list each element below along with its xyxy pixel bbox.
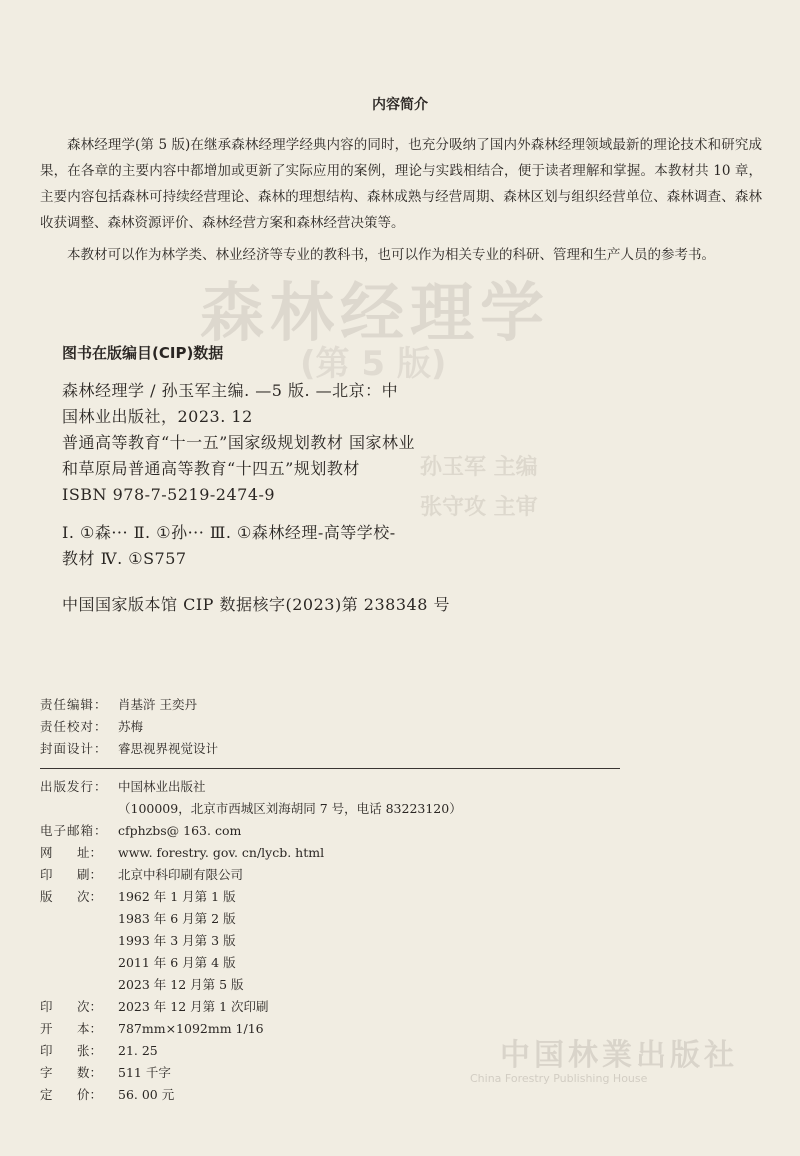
credit-row (40, 716, 218, 738)
pub-row-words (40, 1062, 462, 1084)
pub-row-price (40, 1084, 462, 1106)
pub-label: 印 刷： (40, 867, 102, 882)
show-through-author: 孙玉军 主编 (420, 455, 538, 480)
pub-row-edition (40, 886, 462, 908)
intro-paragraph: 森林经理学(第 5 版)在继承森林经理学经典内容的同时，也充分吸纳了国内外森林经理领域最新的理论技术和研究成果，在各章的主要内容中都增加或更新了实际应用的案例，理论与实践相结合，便于读者理解和掌握。本教材共 10 章，主要内容包括森林可持续经营理论、森林的理想结构、森林成熟与经营周期、森林区划与组织经营单位、森林调查、森林收获调整、森林资源评价、森林经营方案和森林经营决策等。 (40, 137, 762, 231)
cip-line: 国林业出版社，2023. 12 (62, 407, 253, 426)
show-through-publisher-english: China Forestry Publishing House (470, 1072, 648, 1085)
sheets-value: 21. 25 (118, 1043, 158, 1058)
publisher-website: www. forestry. gov. cn/lycb. html (118, 845, 325, 860)
pub-row-email (40, 820, 462, 842)
divider (40, 768, 620, 769)
pub-label: 字 数： (40, 1065, 102, 1080)
cip-class-line: Ⅰ. ①森··· Ⅱ. ①孙··· Ⅲ. ①森林经理-高等学校- (62, 523, 396, 542)
format-value: 787mm×1092mm 1/16 (118, 1021, 264, 1036)
edition-item: 1962 年 1 月第 1 版 (118, 889, 236, 904)
edition-item: 2023 年 12 月第 5 版 (118, 977, 244, 992)
impression-value: 2023 年 12 月第 1 次印刷 (118, 999, 269, 1014)
pub-row-edition (40, 930, 462, 952)
credit-value: 肖基浒 王奕丹 (118, 697, 197, 712)
pub-row-format (40, 1018, 462, 1040)
pub-row-impression (40, 996, 462, 1018)
show-through-title: 森林经理学 (200, 277, 550, 351)
pub-label: 开 本： (40, 1021, 102, 1036)
pub-label: 印 张： (40, 1043, 102, 1058)
show-through-edition: (第 5 版) (300, 344, 447, 384)
credit-value: 苏梅 (118, 719, 144, 734)
pub-row-edition (40, 908, 462, 930)
publisher-address: （100009，北京市西城区刘海胡同 7 号，电话 83223120） (118, 801, 462, 816)
pub-row-edition (40, 952, 462, 974)
isbn: ISBN 978-7-5219-2474-9 (62, 485, 276, 504)
cip-line: 普通高等教育“十一五”国家级规划教材 国家林业 (62, 433, 415, 452)
credit-label: 封面设计： (40, 741, 108, 756)
cip-line: 森林经理学 / 孙玉军主编. —5 版. —北京：中 (62, 381, 399, 400)
cip-heading: 图书在版编目(CIP)数据 (62, 344, 224, 362)
pub-row-address (40, 798, 462, 820)
intro-text (40, 132, 762, 274)
pub-label: 出版发行： (40, 779, 108, 794)
edition-item: 2011 年 6 月第 4 版 (118, 955, 236, 970)
pub-label: 印 次： (40, 999, 102, 1014)
cip-record (62, 378, 482, 508)
publication-info (40, 776, 462, 1106)
printer-name: 北京中科印刷有限公司 (118, 867, 244, 882)
credit-row (40, 694, 218, 716)
credit-label: 责任校对： (40, 719, 108, 734)
pub-label: 网 址： (40, 845, 102, 860)
price-value: 56. 00 元 (118, 1087, 175, 1102)
edition-item: 1993 年 3 月第 3 版 (118, 933, 236, 948)
cip-line: 和草原局普通高等教育“十四五”规划教材 (62, 459, 360, 478)
cip-verification-line: 中国国家版本馆 CIP 数据核字(2023)第 238348 号 (62, 595, 450, 614)
show-through-reviewer: 张守攻 主审 (420, 495, 538, 520)
pub-row-edition (40, 974, 462, 996)
publisher-name: 中国林业出版社 (118, 779, 206, 794)
pub-row-publisher (40, 776, 462, 798)
show-through-publisher-logo: 中国林業出版社 (500, 1038, 738, 1073)
cip-class-line: 教材 Ⅳ. ①S757 (62, 549, 187, 568)
credit-value: 睿思视界视觉设计 (118, 741, 219, 756)
word-count: 511 千字 (118, 1065, 171, 1080)
credit-label: 责任编辑： (40, 697, 108, 712)
pub-label: 电子邮箱： (40, 823, 108, 838)
cip-classification (62, 520, 482, 572)
intro-title: 内容简介 (372, 97, 428, 113)
pub-row-website (40, 842, 462, 864)
publisher-email: cfphzbs@ 163. com (118, 823, 242, 838)
edition-item: 1983 年 6 月第 2 版 (118, 911, 236, 926)
intro-paragraph: 本教材可以作为林学类、林业经济等专业的教科书，也可以作为相关专业的科研、管理和生产人员的参考书。 (67, 247, 715, 263)
credit-row (40, 738, 218, 760)
cip-verification (62, 592, 482, 618)
pub-label: 定 价： (40, 1087, 102, 1102)
editorial-credits (40, 694, 218, 760)
pub-row-printer (40, 864, 462, 886)
pub-row-sheets (40, 1040, 462, 1062)
pub-label: 版 次： (40, 889, 102, 904)
